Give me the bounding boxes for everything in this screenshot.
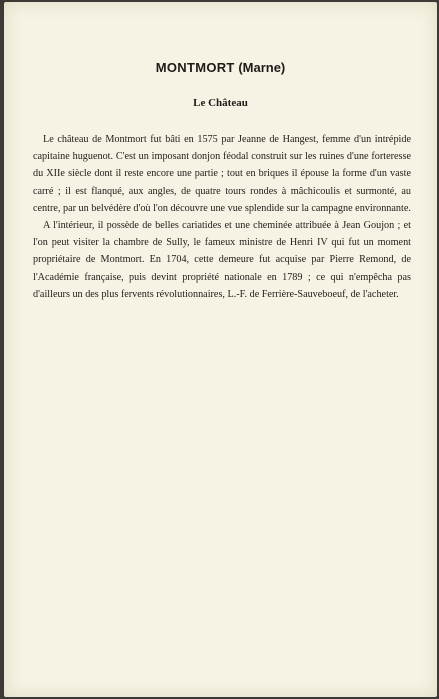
document-subtitle: Le Château (193, 97, 248, 109)
paragraph-2: A l'intérieur, il possède de belles cariatides et une cheminée attribuée à Jean Goujon ; et l'on peut visiter la chambre de Sully, le fameux ministre de Henri IV qui fut un moment propriétaire de Montmort. En 1704, cette demeure fut acquise par Pierre Remond, de l'Académie française, puis devint propriété nationale en 1789 ; ce qui n'empêcha pas d'ailleurs un des plus fervents révolutionnaires, L.-F. de Ferrière-Sauveboeuf, de l'acheter. (33, 220, 411, 300)
title-region: (Marne) (238, 60, 286, 75)
document-title (4, 60, 437, 76)
postcard-back (4, 2, 437, 697)
document-body (33, 131, 411, 303)
paragraph-1: Le château de Montmort fut bâti en 1575 par Jeanne de Hangest, femme d'un intrépide capitaine huguenot. C'est un imposant donjon féodal construit sur les ruines d'une forteresse du XIIe siècle dont il reste encore une partie ; tout en briques il épouse la forme d'un vaste carré ; il est flanqué, aux angles, de quatre tours rondes à mâchicoulis et surmonté, au centre, par un belvédère d'où l'on découvre une vue splendide sur la campagne environnante. (33, 134, 411, 214)
title-place-name: MONTMORT (155, 60, 235, 75)
